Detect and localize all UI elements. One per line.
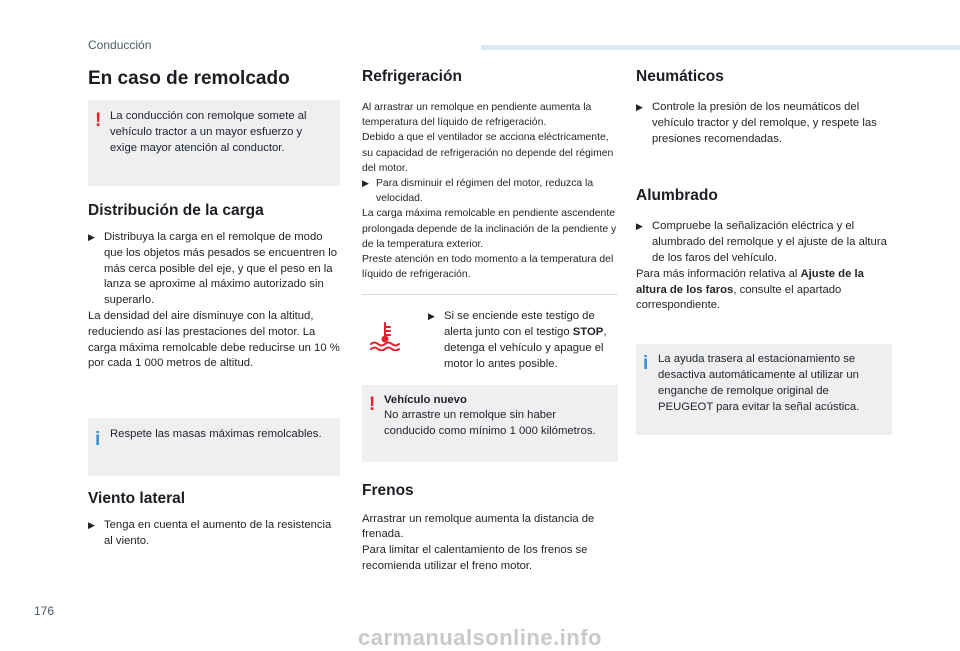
coolant-warning-bullet bbox=[428, 309, 618, 372]
wind-bullet-text: Tenga en cuenta el aumento de la resistencia al viento. bbox=[104, 519, 332, 547]
arrow-bullet-icon: ▶ bbox=[362, 178, 369, 189]
coolant-warning-text: Si se enciende este testigo de alerta junto con el testigo STOP, detenga el vehículo y apague el motor lo antes posible. bbox=[444, 310, 607, 370]
coolant-icon-wrap bbox=[362, 309, 428, 372]
arrow-bullet-icon: ▶ bbox=[88, 520, 95, 531]
lighting-text: Para más información relativa al Ajuste de la altura de los faros, consulte el apartado correspondiente. bbox=[636, 267, 864, 312]
masses-info-box bbox=[88, 418, 340, 476]
towing-warning-text: La conducción con remolque somete al vehículo tractor a un mayor esfuerzo y exige mayor atención al conductor. bbox=[110, 110, 307, 154]
new-vehicle-text: No arrastre un remolque sin haber conducido como mínimo 1 000 kilómetros. bbox=[384, 409, 596, 438]
header-bar bbox=[481, 45, 960, 50]
load-text: La densidad del aire disminuye con la altitud, reduciendo así las prestaciones del motor. La carga máxima remolcable debe reducirse un 10 % por cada 1 000 metros de altitud. bbox=[88, 309, 340, 370]
cooling-p1: Al arrastrar un remolque en pendiente aumenta la temperatura del líquido de refrigeración. bbox=[362, 102, 592, 129]
page-number: 176 bbox=[34, 604, 55, 618]
cooling-bullet bbox=[362, 176, 618, 206]
arrow-bullet-icon: ▶ bbox=[88, 232, 95, 242]
arrow-bullet-icon: ▶ bbox=[636, 221, 643, 232]
parking-info-box bbox=[636, 344, 892, 435]
brakes-p1: Arrastrar un remolque aumenta la distancia de frenada. bbox=[362, 512, 595, 541]
brakes-p2: Para limitar el calentamiento de los frenos se recomienda utilizar el freno motor. bbox=[362, 544, 588, 573]
load-bullet-text: Distribuya la carga en el remolque de modo que los objetos más pesados se encuentren lo más cerca posible del eje, y que el peso en la lanza se aproxime al máximo autorizado sin superarlo. bbox=[104, 231, 337, 307]
arrow-bullet-icon: ▶ bbox=[428, 311, 435, 322]
cooling-p4: Preste atención en todo momento a la temperatura del líquido de refrigeración. bbox=[362, 254, 614, 281]
brakes-heading: Frenos bbox=[362, 481, 414, 499]
info-icon: i bbox=[643, 353, 649, 375]
new-vehicle-box bbox=[362, 385, 618, 462]
tyres-heading: Neumáticos bbox=[636, 68, 724, 85]
coolant-warning-block bbox=[362, 309, 618, 372]
column-2 bbox=[362, 60, 618, 575]
column-1 bbox=[88, 60, 340, 550]
info-icon: i bbox=[95, 429, 101, 451]
page-title: En caso de remolcado bbox=[88, 68, 290, 89]
column-3 bbox=[636, 60, 892, 435]
exclamation-icon: ! bbox=[369, 393, 376, 415]
new-vehicle-title: Vehículo nuevo bbox=[384, 393, 467, 406]
masses-info-text: Respete las masas máximas remolcables. bbox=[110, 428, 322, 441]
lighting-bullet bbox=[636, 219, 892, 266]
cooling-bullet-text: Para disminuir el régimen del motor, reduzca la velocidad. bbox=[376, 178, 594, 205]
arrow-bullet-icon: ▶ bbox=[636, 102, 643, 112]
wind-heading: Viento lateral bbox=[88, 490, 186, 508]
exclamation-icon: ! bbox=[95, 110, 102, 131]
section-title: Conducción bbox=[88, 38, 152, 52]
tyres-bullet-text: Controle la presión de los neumáticos del vehículo tractor y del remolque, y respete las presiones recomendadas. bbox=[652, 101, 877, 145]
tyres-bullet bbox=[636, 100, 892, 147]
divider bbox=[362, 294, 618, 295]
cooling-heading: Refrigeración bbox=[362, 68, 462, 85]
wind-bullet bbox=[88, 518, 340, 550]
towing-warning-box bbox=[88, 100, 340, 186]
lighting-heading: Alumbrado bbox=[636, 187, 718, 205]
cooling-p2: Debido a que el ventilador se acciona eléctricamente, su capacidad de refrigeración no depende del régimen del motor. bbox=[362, 132, 614, 174]
parking-info-text: La ayuda trasera al estacionamiento se desactiva automáticamente al utilizar un enganche de remolque original de PEUGEOT para evitar la señal acústica. bbox=[658, 353, 860, 413]
lighting-bullet-text: Compruebe la señalización eléctrica y el alumbrado del remolque y el ajuste de la altura de los faros del vehículo. bbox=[652, 220, 887, 264]
coolant-temperature-icon bbox=[368, 321, 402, 351]
load-bullet bbox=[88, 230, 340, 309]
watermark: carmanualsonline.info bbox=[358, 625, 602, 650]
load-heading: Distribución de la carga bbox=[88, 202, 264, 219]
cooling-p3: La carga máxima remolcable en pendiente ascendente prolongada depende de la inclinación de la pendiente y de la temperatura exterior. bbox=[362, 208, 617, 250]
